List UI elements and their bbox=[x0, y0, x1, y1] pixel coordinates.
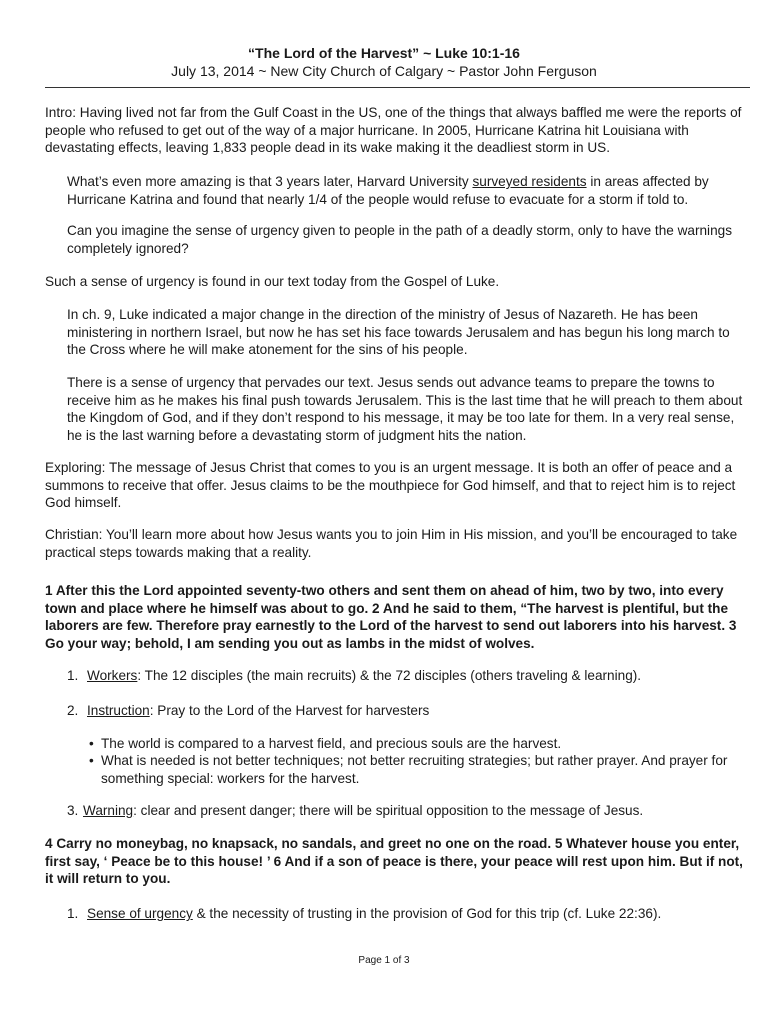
point-number: 1. bbox=[67, 906, 79, 921]
point-term: Instruction bbox=[87, 703, 150, 718]
bullet-icon: • bbox=[89, 736, 94, 751]
amazing-text-post: in areas affected by Hurricane Katrina and found that nearly 1/4 of the people would refuse to evacuate for a storm if told to. bbox=[67, 174, 709, 207]
amazing-paragraph bbox=[67, 173, 752, 208]
point-warning bbox=[83, 802, 748, 820]
point-workers bbox=[87, 667, 747, 685]
header-divider bbox=[45, 87, 750, 88]
point-number: 2. bbox=[67, 703, 79, 718]
point-number: 1. bbox=[67, 668, 79, 683]
bullet-item: What is needed is not better techniques; not better recruiting strategies; but rather prayer. And prayer for something special: workers for the harvest. bbox=[101, 753, 728, 786]
bullet-item: The world is compared to a harvest field, and precious souls are the harvest. bbox=[101, 736, 562, 751]
point-text: : clear and present danger; there will be spiritual opposition to the message of Jesus. bbox=[133, 803, 644, 818]
amazing-text-pre: What’s even more amazing is that 3 years later, Harvard University bbox=[67, 174, 473, 189]
pervades-paragraph: There is a sense of urgency that pervades our text. Jesus sends out advance teams to prepare the towns to receive him as he makes his final push towards Jerusalem. This is the last time that he will preach to them about the Kingdom of God, and if they don’t respond to his message, it may be too late for them. In a very real sense, he is the last warning before a devastating storm of judgment hits the nation. bbox=[67, 375, 743, 443]
point-term: Workers bbox=[87, 668, 138, 683]
point-term: Warning bbox=[83, 803, 134, 818]
point-text: & the necessity of trusting in the provision of God for this trip (cf. Luke 22:36). bbox=[192, 906, 662, 921]
sermon-title: “The Lord of the Harvest” ~ Luke 10:1-16 bbox=[248, 45, 520, 61]
page-number: Page 1 of 3 bbox=[358, 955, 410, 966]
point-sense-of-urgency bbox=[87, 905, 752, 923]
scripture-luke-10-4-6: 4 Carry no moneybag, no knapsack, no sandals, and greet no one on the road. 5 Whatever house you enter, first say, ‘ Peace be to this house! ’ 6 And if a son of peace is there, your peace will rest upon him. But if not, it will return to you. bbox=[45, 836, 743, 886]
bullet-icon: • bbox=[89, 753, 94, 768]
chapter9-paragraph: In ch. 9, Luke indicated a major change in the direction of the ministry of Jesus of Nazareth. He has been ministering in northern Israel, but now he has set his face towards Jerusalem and has begun his long march to the Cross where he will make atonement for the sins of his people. bbox=[67, 307, 730, 357]
point-term: Sense of urgency bbox=[87, 906, 193, 921]
christian-paragraph: Christian: You’ll learn more about how Jesus wants you to join Him in His mission, and you’ll be encouraged to take practical steps towards making that a reality. bbox=[45, 527, 738, 560]
exploring-paragraph: Exploring: The message of Jesus Christ that comes to you is an urgent message. It is both an offer of peace and a summons to receive that offer. Jesus claims to be the mouthpiece for God himself, and that to reject him is to reject God himself. bbox=[45, 460, 736, 510]
intro-paragraph: Intro: Having lived not far from the Gulf Coast in the US, one of the things that always baffled me were the reports of people who refused to get out of the way of a major hurricane. In 2005, Hurricane Katrina hit Louisiana with devastating effects, leaving 1,833 people dead in its wake making it the deadliest storm in US. bbox=[45, 105, 742, 155]
surveyed-residents-link[interactable]: surveyed residents bbox=[472, 174, 587, 189]
scripture-luke-10-1-3: 1 After this the Lord appointed seventy-two others and sent them on ahead of him, two by two, into every town and place where he himself was about to go. 2 And he said to them, “The harvest is plentiful, but the laborers are few. Therefore pray earnestly to the Lord of the harvest to send out laborers into his harvest. 3 Go your way; behold, I am sending you out as lambs in the midst of wolves. bbox=[45, 583, 737, 651]
urgency-paragraph: Such a sense of urgency is found in our text today from the Gospel of Luke. bbox=[45, 274, 500, 289]
point-text: : Pray to the Lord of the Harvest for harvesters bbox=[149, 703, 430, 718]
sermon-subtitle: July 13, 2014 ~ New City Church of Calgary ~ Pastor John Ferguson bbox=[171, 63, 597, 79]
point-instruction bbox=[87, 702, 747, 720]
point-number: 3. bbox=[67, 803, 79, 818]
imagine-paragraph: Can you imagine the sense of urgency given to people in the path of a deadly storm, only to have the warnings completely ignored? bbox=[67, 223, 732, 256]
point-text: : The 12 disciples (the main recruits) & the 72 disciples (others traveling & learning). bbox=[137, 668, 642, 683]
